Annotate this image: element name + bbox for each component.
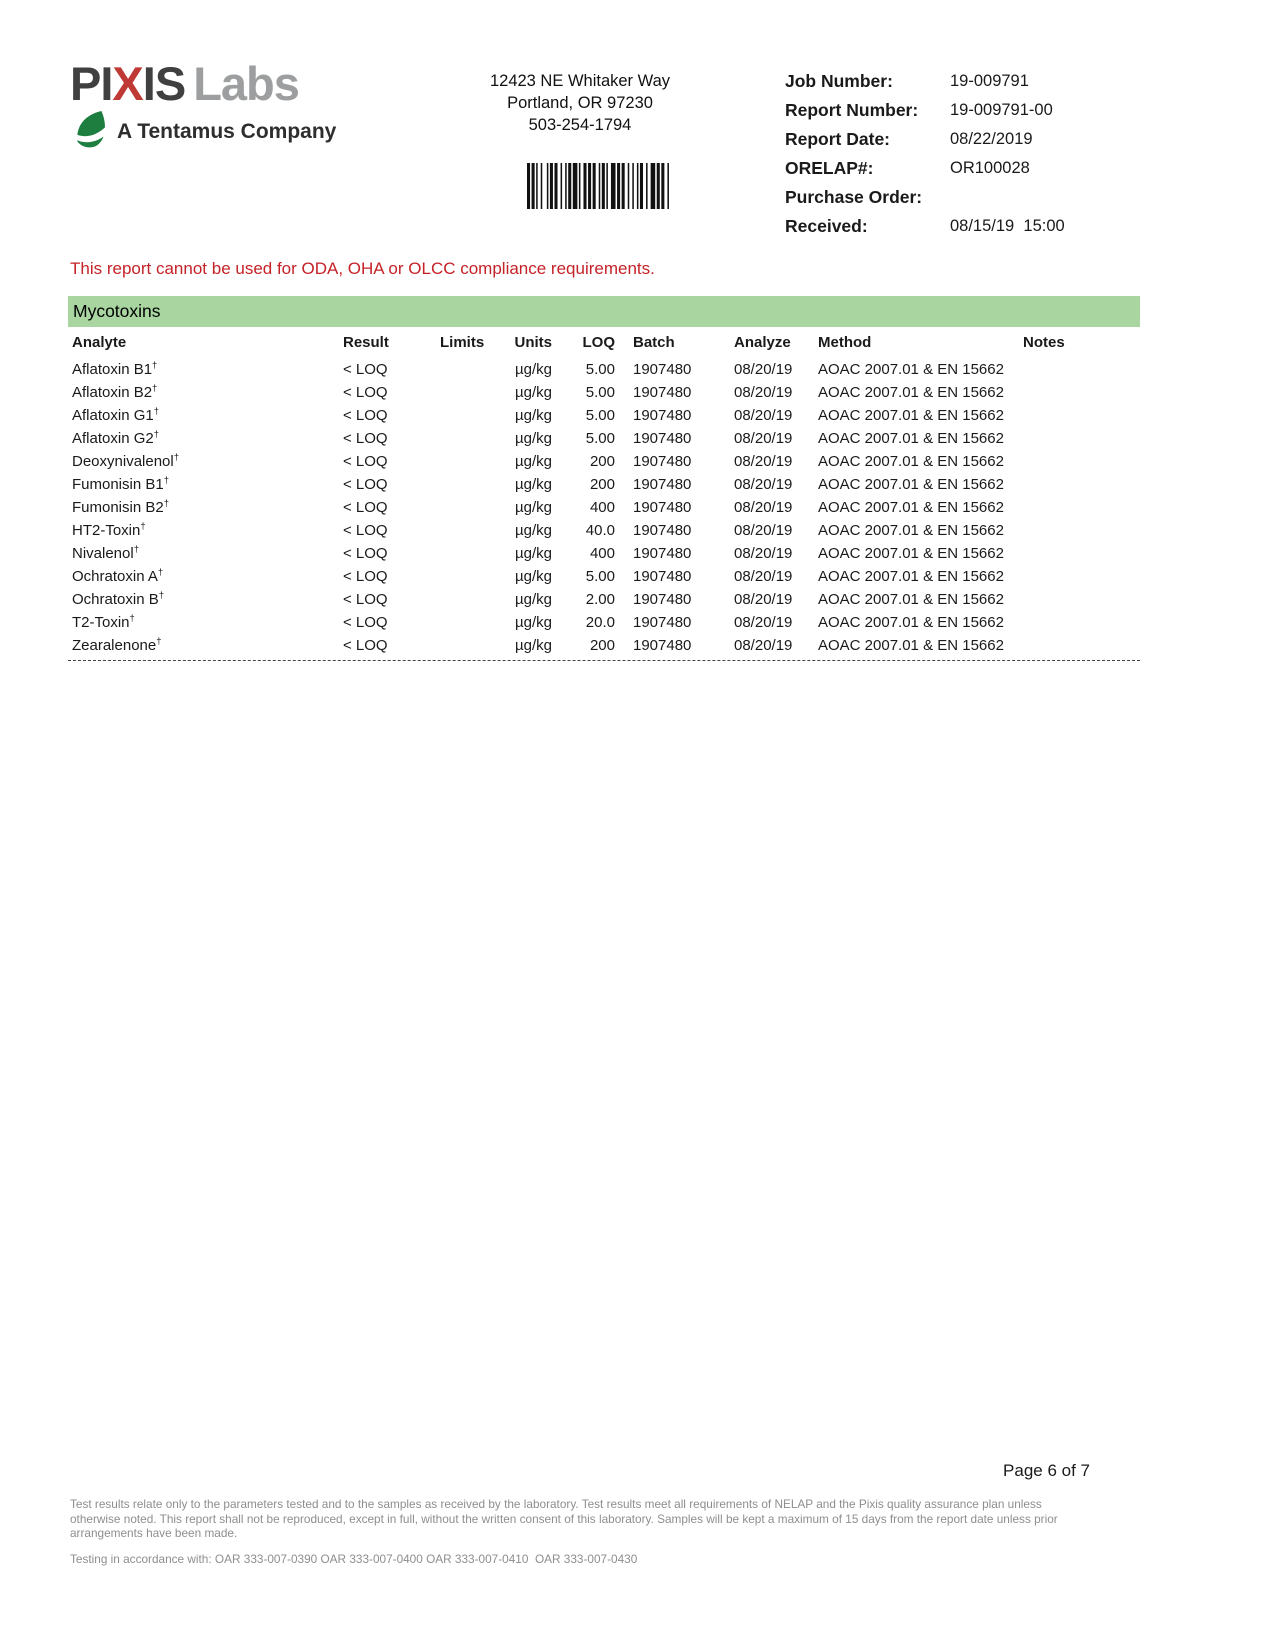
address-line2: Portland, OR 97230: [507, 94, 653, 112]
cell-units: µg/kg: [515, 453, 552, 470]
info-label: ORELAP#:: [785, 158, 874, 178]
cell-analyze: 08/20/19: [734, 591, 793, 608]
cell-notes: [1019, 427, 1140, 450]
cell-loq: 5.00: [585, 568, 615, 585]
cell-notes: [1019, 519, 1140, 542]
column-header-batch: Batch: [633, 334, 675, 351]
lab-address: [430, 70, 730, 136]
cell-units: µg/kg: [515, 522, 552, 539]
tentamus-leaf-icon: [74, 110, 110, 153]
cell-result: < LOQ: [343, 430, 388, 447]
cell-result: < LOQ: [343, 568, 388, 585]
cell-loq: 2.00: [585, 591, 615, 608]
cell-analyte: Aflatoxin B2†: [72, 383, 158, 401]
cell-loq: 5.00: [585, 430, 615, 447]
cell-method: AOAC 2007.01 & EN 15662: [818, 545, 1004, 562]
cell-loq: 5.00: [585, 407, 615, 424]
column-header-analyze: Analyze: [734, 334, 791, 351]
cell-analyte: Ochratoxin A†: [72, 567, 164, 585]
info-label: Received:: [785, 216, 868, 236]
footer-accordance: Testing in accordance with: OAR 333-007-0390 OAR 333-007-0400 OAR 333-007-0410 OAR 333-007-0430: [70, 1552, 638, 1566]
cell-notes: [1019, 404, 1140, 427]
cell-limits: [436, 519, 506, 542]
dagger-footnote-mark: †: [173, 452, 180, 463]
cell-result: < LOQ: [343, 545, 388, 562]
cell-analyze: 08/20/19: [734, 545, 793, 562]
cell-batch: 1907480: [633, 499, 692, 516]
info-label: Report Date:: [785, 129, 891, 149]
cell-result: < LOQ: [343, 407, 388, 424]
results-table-container: [68, 330, 1140, 661]
cell-result: < LOQ: [343, 637, 388, 654]
logo-tagline: A Tentamus Company: [117, 119, 337, 143]
column-header-method: Method: [818, 334, 872, 351]
info-label: Purchase Order:: [785, 187, 923, 207]
cell-units: µg/kg: [515, 384, 552, 401]
section-header-mycotoxins: Mycotoxins: [68, 296, 1140, 327]
info-value: 08/22/2019: [950, 130, 1033, 148]
pixis-labs-logo: [70, 57, 337, 153]
dagger-footnote-mark: †: [152, 360, 158, 371]
cell-analyze: 08/20/19: [734, 637, 793, 654]
cell-notes: [1019, 565, 1140, 588]
cell-notes: [1019, 588, 1140, 611]
cell-loq: 200: [589, 637, 615, 654]
cell-method: AOAC 2007.01 & EN 15662: [818, 384, 1004, 401]
cell-batch: 1907480: [633, 430, 692, 447]
cell-method: AOAC 2007.01 & EN 15662: [818, 430, 1004, 447]
dagger-footnote-mark: †: [133, 544, 139, 555]
cell-batch: 1907480: [633, 591, 692, 608]
cell-units: µg/kg: [515, 568, 552, 585]
cell-result: < LOQ: [343, 453, 388, 470]
cell-units: µg/kg: [515, 591, 552, 608]
cell-result: < LOQ: [343, 614, 388, 631]
table-row: [68, 427, 1140, 450]
cell-method: AOAC 2007.01 & EN 15662: [818, 614, 1004, 631]
cell-analyte: Nivalenol†: [72, 544, 139, 562]
cell-method: AOAC 2007.01 & EN 15662: [818, 407, 1004, 424]
table-row: [68, 519, 1140, 542]
dagger-footnote-mark: †: [129, 613, 135, 624]
column-header-notes: Notes: [1023, 334, 1065, 351]
cell-batch: 1907480: [633, 476, 692, 493]
cell-limits: [436, 542, 506, 565]
results-table: [68, 330, 1140, 657]
cell-batch: 1907480: [633, 522, 692, 539]
table-row: [68, 404, 1140, 427]
cell-result: < LOQ: [343, 522, 388, 539]
cell-notes: [1019, 634, 1140, 657]
cell-loq: 400: [589, 499, 615, 516]
cell-analyte: Fumonisin B1†: [72, 475, 170, 493]
column-header-loq: LOQ: [582, 334, 615, 351]
cell-method: AOAC 2007.01 & EN 15662: [818, 591, 1004, 608]
cell-limits: [436, 634, 506, 657]
cell-analyze: 08/20/19: [734, 361, 793, 378]
cell-method: AOAC 2007.01 & EN 15662: [818, 522, 1004, 539]
cell-result: < LOQ: [343, 384, 388, 401]
table-row: [68, 473, 1140, 496]
table-row: [68, 496, 1140, 519]
logo-tagline-row: [74, 110, 336, 153]
cell-analyte: Aflatoxin G1†: [72, 406, 160, 424]
cell-notes: [1019, 542, 1140, 565]
cell-analyte: T2-Toxin†: [72, 613, 135, 631]
table-row: [68, 611, 1140, 634]
dagger-footnote-mark: †: [152, 383, 158, 394]
logo-text-labs: Labs: [193, 57, 299, 110]
cell-units: µg/kg: [515, 545, 552, 562]
cell-limits: [436, 404, 506, 427]
cell-result: < LOQ: [343, 591, 388, 608]
info-value: 19-009791-00: [950, 101, 1053, 119]
table-row: [68, 450, 1140, 473]
table-row: [68, 565, 1140, 588]
dagger-footnote-mark: †: [153, 406, 160, 417]
cell-method: AOAC 2007.01 & EN 15662: [818, 568, 1004, 585]
cell-method: AOAC 2007.01 & EN 15662: [818, 453, 1004, 470]
logo-wordmark: [70, 57, 336, 110]
cell-result: < LOQ: [343, 499, 388, 516]
cell-analyte: Zearalenone†: [72, 636, 162, 654]
table-row: [68, 634, 1140, 657]
cell-result: < LOQ: [343, 361, 388, 378]
cell-analyze: 08/20/19: [734, 430, 793, 447]
cell-limits: [436, 450, 506, 473]
cell-units: µg/kg: [515, 614, 552, 631]
cell-units: µg/kg: [515, 637, 552, 654]
cell-units: µg/kg: [515, 407, 552, 424]
cell-batch: 1907480: [633, 614, 692, 631]
cell-analyze: 08/20/19: [734, 476, 793, 493]
cell-limits: [436, 427, 506, 450]
cell-loq: 40.0: [585, 522, 615, 539]
info-value: 08/15/19 15:00: [950, 217, 1065, 235]
cell-batch: 1907480: [633, 545, 692, 562]
barcode: [527, 163, 672, 209]
cell-limits: [436, 588, 506, 611]
cell-analyze: 08/20/19: [734, 522, 793, 539]
cell-batch: 1907480: [633, 384, 692, 401]
cell-notes: [1019, 611, 1140, 634]
info-value: 19-009791: [950, 72, 1029, 90]
cell-notes: [1019, 473, 1140, 496]
logo-text-pi: PI: [70, 57, 113, 110]
cell-units: µg/kg: [515, 430, 552, 447]
cell-loq: 5.00: [585, 361, 615, 378]
table-header-row: [68, 330, 1140, 358]
table-row: [68, 358, 1140, 381]
cell-limits: [436, 565, 506, 588]
info-label: Job Number:: [785, 71, 893, 91]
address-line1: 12423 NE Whitaker Way: [489, 72, 671, 90]
cell-limits: [436, 473, 506, 496]
cell-batch: 1907480: [633, 568, 692, 585]
column-header-result: Result: [343, 334, 389, 351]
cell-limits: [436, 358, 506, 381]
cell-analyze: 08/20/19: [734, 453, 793, 470]
cell-notes: [1019, 496, 1140, 519]
dagger-footnote-mark: †: [153, 429, 160, 440]
table-row: [68, 381, 1140, 404]
cell-batch: 1907480: [633, 637, 692, 654]
cell-method: AOAC 2007.01 & EN 15662: [818, 476, 1004, 493]
column-header-units: Units: [514, 334, 552, 351]
dagger-footnote-mark: †: [163, 498, 170, 509]
cell-loq: 20.0: [585, 614, 615, 631]
cell-method: AOAC 2007.01 & EN 15662: [818, 637, 1004, 654]
cell-loq: 5.00: [585, 384, 615, 401]
cell-analyte: Deoxynivalenol†: [72, 452, 180, 470]
cell-analyze: 08/20/19: [734, 499, 793, 516]
cell-result: < LOQ: [343, 476, 388, 493]
cell-analyze: 08/20/19: [734, 384, 793, 401]
dagger-footnote-mark: †: [156, 636, 162, 647]
cell-method: AOAC 2007.01 & EN 15662: [818, 361, 1004, 378]
cell-notes: [1019, 358, 1140, 381]
cell-analyte: HT2-Toxin†: [72, 521, 146, 539]
cell-batch: 1907480: [633, 407, 692, 424]
report-info-panel: [785, 72, 1065, 235]
cell-batch: 1907480: [633, 453, 692, 470]
cell-units: µg/kg: [515, 499, 552, 516]
cell-analyze: 08/20/19: [734, 614, 793, 631]
cell-limits: [436, 381, 506, 404]
cell-units: µg/kg: [515, 476, 552, 493]
cell-analyze: 08/20/19: [734, 407, 793, 424]
cell-analyte: Ochratoxin B†: [72, 590, 165, 608]
address-phone: 503-254-1794: [528, 116, 632, 134]
cell-units: µg/kg: [515, 361, 552, 378]
dagger-footnote-mark: †: [163, 475, 170, 486]
column-header-analyte: Analyte: [72, 334, 127, 351]
footer-disclaimer: Test results relate only to the parameters tested and to the samples as received by the laboratory. Test results meet all requirements of NELAP and the Pixis quality assurance plan unless otherwise noted. This report shall not be reproduced, except in full, without the written consent of this laboratory. Samples will be kept a maximum of 15 days from the report date unless prior arrangements have been made.: [70, 1497, 1058, 1541]
cell-analyze: 08/20/19: [734, 568, 793, 585]
cell-loq: 200: [589, 453, 615, 470]
cell-analyte: Aflatoxin B1†: [72, 360, 158, 378]
table-row: [68, 588, 1140, 611]
dagger-footnote-mark: †: [140, 521, 146, 532]
cell-notes: [1019, 381, 1140, 404]
logo-text-x: X: [112, 57, 143, 110]
dagger-footnote-mark: †: [157, 567, 164, 578]
cell-batch: 1907480: [633, 361, 692, 378]
cell-notes: [1019, 450, 1140, 473]
cell-loq: 200: [589, 476, 615, 493]
logo-text-is: IS: [142, 57, 186, 110]
cell-analyte: Aflatoxin G2†: [72, 429, 160, 447]
table-row: [68, 542, 1140, 565]
column-header-limits: Limits: [440, 334, 485, 351]
info-value: [950, 188, 1065, 206]
info-label: Report Number:: [785, 100, 919, 120]
cell-analyte: Fumonisin B2†: [72, 498, 170, 516]
page-number: Page 6 of 7: [1003, 1461, 1090, 1480]
cell-limits: [436, 611, 506, 634]
cell-limits: [436, 496, 506, 519]
dagger-footnote-mark: †: [158, 590, 165, 601]
compliance-notice: This report cannot be used for ODA, OHA or OLCC compliance requirements.: [70, 259, 655, 278]
cell-loq: 400: [589, 545, 615, 562]
info-value: OR100028: [950, 159, 1030, 177]
cell-method: AOAC 2007.01 & EN 15662: [818, 499, 1004, 516]
